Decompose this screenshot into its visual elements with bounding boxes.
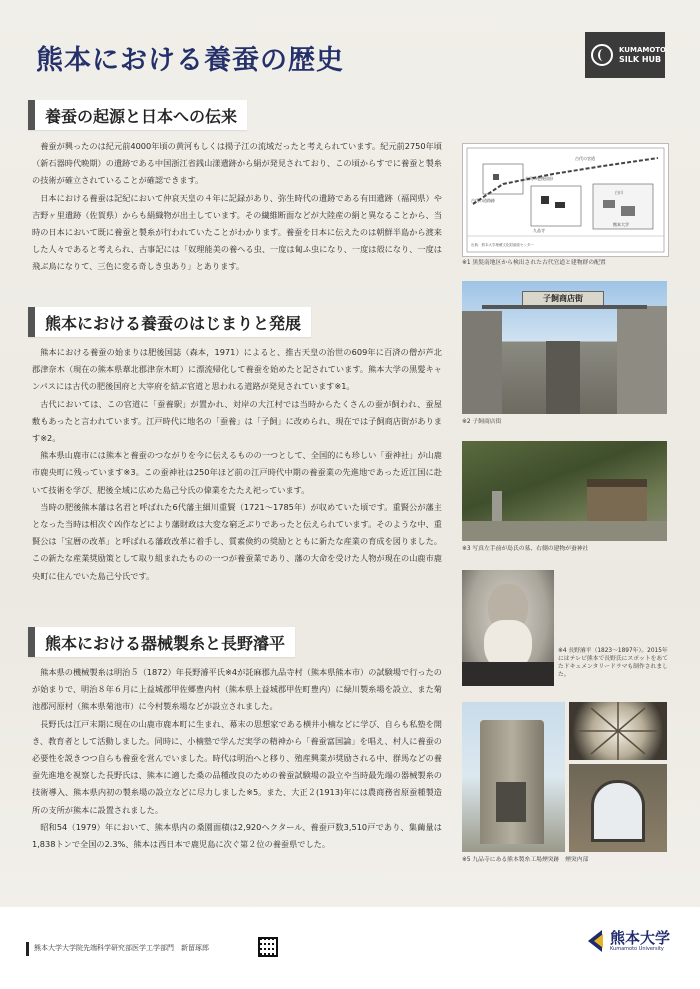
chimney-ruins-photo: [462, 702, 565, 852]
figure-caption-3: ※3 写真左手前が島氏の墓、右側の建物が蚕神社: [462, 546, 589, 552]
excavation-map: [463, 144, 668, 256]
shopping-street-photo: [462, 281, 667, 414]
paragraph: 当時の肥後熊本藩は名君と呼ばれた6代藩主細川重賢（1721～1785年）が収めていた頃です。重賢公が藩主となった当時は相次ぐ凶作などにより藩財政は大変な窮乏ぶりであったと伝えられています。そのような中、重賢公は「宝暦の改革」と呼ばれる藩政改革に着手し、質素倹約の奨励とともに新たな産業の育成を図りました。この新たな産業奨励策として取り組まれたものの一つが養蚕業であり、藩の大命を受けた人物が現在の山鹿市鹿央町に住んでいた島己兮氏です。: [32, 501, 442, 581]
silk-hub-logo: [585, 32, 665, 78]
figure-caption-2: ※2 子飼商店街: [462, 419, 502, 425]
cocoon-logo-icon: [591, 44, 613, 66]
paragraph: 古代においては、この官道に「蚕養駅」が置かれ、対岸の大江村では当時からたくさんの蚕が飼われ、蚕屋敷もあったと言われています。江戸時代に地名の「蚕養」は「子飼」に改められ、現在では子飼商店街があります※2。: [32, 398, 442, 444]
university-name-en: Kumamoto University: [610, 946, 664, 952]
figure-caption-5: ※5 九品寺にある熊本製糸工場煙突跡 煙突内部: [462, 857, 589, 863]
section-heading-kumamoto-development: 熊本における養蚕のはじまりと発展: [28, 307, 311, 337]
section-heading-machine-reeling: 熊本における器械製糸と長野濬平: [28, 627, 295, 657]
shopping-street-sign: 子飼商店街: [522, 291, 604, 307]
chimney-interior-photo: [569, 702, 667, 760]
section-body-origin: [32, 138, 442, 276]
chimney-interior-pattern: [569, 702, 667, 760]
section-heading-origin: 養蚕の起源と日本への伝来: [28, 100, 247, 130]
logo-line-1: KUMAMOTO: [619, 46, 667, 54]
map-label: 古代の肥後国府: [525, 176, 553, 181]
paragraph: 昭和54（1979）年において、熊本県内の桑園面積は2,920ヘクタール、養蚕戸数3,510戸であり、集繭量は1,838トンで全国の2.3%、熊本は西日本で鹿児島に次ぐ第２位の養蚕県でした。: [32, 821, 442, 850]
paragraph: 熊本における養蚕の始まりは肥後国誌（森本，1971）によると、推古天皇の治世の609年に百済の僧が芦北郡津奈木（現在の熊本県葦北郡津奈木町）に漂流帰化して養蚕を始めたと記されています。熊本大学の黒髪キャンパスには古代の肥後国府と大宰府を結ぶ官道と思われる道路が発見されています※1。: [32, 347, 442, 392]
university-name: 熊本大学: [610, 929, 671, 947]
section-body-kumamoto-development: [32, 344, 442, 585]
figure-caption-1: ※1 黒髪南地区から検出された古代官道と建物群の配置: [462, 260, 606, 266]
reeling-factory-photo: [569, 764, 667, 852]
qr-code-icon[interactable]: [258, 937, 278, 957]
paragraph: 長野氏は江戸末期に現在の山鹿市鹿本町に生まれ、幕末の思想家である横井小楠などに学び、自らも私塾を開き、教育者として活動しました。同時に、小楠塾で学んだ実学の精神から「養蚕富国論」を唱え、村人に養蚕の必要性を説きつつ自らも養蚕を営んでいました。時代は明治へと移り、殖産興業が奨励される中、群馬などの養蚕先進地を視察した長野氏は、熊本に適した桑の品種改良のための養蚕試験場の設立や当時最先端の器械製糸の技術導入、熊本県内初の製糸場の設立などに尽力しました※5。また、大正２(1913)年には農商務省原蚕種製造所の支所が熊本に設置されました。: [32, 718, 442, 815]
map-label: 白川: [615, 190, 623, 195]
section-body-machine-reeling: [32, 664, 442, 853]
university-emblem-icon: [588, 930, 606, 952]
kumamoto-university-logo: [588, 930, 670, 952]
map-label: 九品寺: [533, 228, 545, 233]
silkworm-shrine-photo: [462, 441, 667, 541]
map-label: 古代の官道: [575, 156, 595, 161]
map-label: 熊本大学: [613, 222, 629, 227]
excavation-map-figure: [462, 143, 669, 257]
paragraph: 養蚕が興ったのは紀元前4000年頃の黄河もしくは揚子江の流域だったと考えられています。紀元前2750年頃（新石器時代晩期）の遺跡である中国浙江省銭山漾遺跡から絹が発見されており、この頃からすでに養蚕と製糸の技術が確立されていることが確認できます。: [32, 141, 442, 186]
paragraph: 熊本県山鹿市には熊本と養蚕のつながりを今に伝えるものの一つとして、全国的にも珍しい「蚕神社」が山鹿市鹿央町に残っています※3。この蚕神社は250年ほど前の江戸時代中期の養蚕業の先進地であった近江国に赴いて技術を学び、肥後全域に広めた島己兮氏の偉業をたたえ祀っています。: [32, 450, 442, 495]
nagano-shunpei-portrait: [462, 570, 554, 686]
map-source: 出典：熊本大学埋蔵文化財調査センター: [471, 243, 534, 247]
paragraph: 日本における養蚕は記紀において仲哀天皇の４年に記録があり、弥生時代の遺跡である有田遺跡（福岡県）や吉野ヶ里遺跡（佐賀県）からも絹織物が出土しています。その繊維断面などが大陸産の絹と異なることから、当時の日本において既に養蚕と製糸が行われていたことがわかります。養蚕を日本に伝えたのは朝鮮半島から渡来した人々であると考えられ、古事記には「奴理能美の養へる虫、一度は匐ふ虫になり、一度は殻になり、一度は飛ぶ鳥になりて、三色に変る奇しき虫あり」とあります。: [32, 192, 442, 272]
figure-caption-4: ※4 長野濬平（1823～1897年）。2015年にはテレビ熊本で長野氏にスポットをあてたドキュメンタリードラマも制作されました。: [558, 648, 669, 678]
footer-affiliation: 熊本大学大学院先端科学研究部医学工学部門 新留琢郎: [34, 944, 209, 952]
page-title: 熊本における養蚕の歴史: [36, 45, 344, 76]
map-label: 古代の道路跡: [471, 198, 495, 203]
paragraph: 熊本県の機械製糸は明治５（1872）年長野濬平氏※4が託麻郡九品寺村（熊本県熊本市）の試験場で行ったのが始まりで、明治８年６月に上益城郡甲佐郷豊内村（熊本県上益城郡甲佐町豊内）に緑川製糸場を設立、また菊池郡河原村（熊本県菊池市）に今村製糸場などが設立されました。: [32, 667, 442, 712]
footer-accent-bar: [26, 942, 29, 956]
logo-line-2: SILK HUB: [619, 55, 662, 64]
